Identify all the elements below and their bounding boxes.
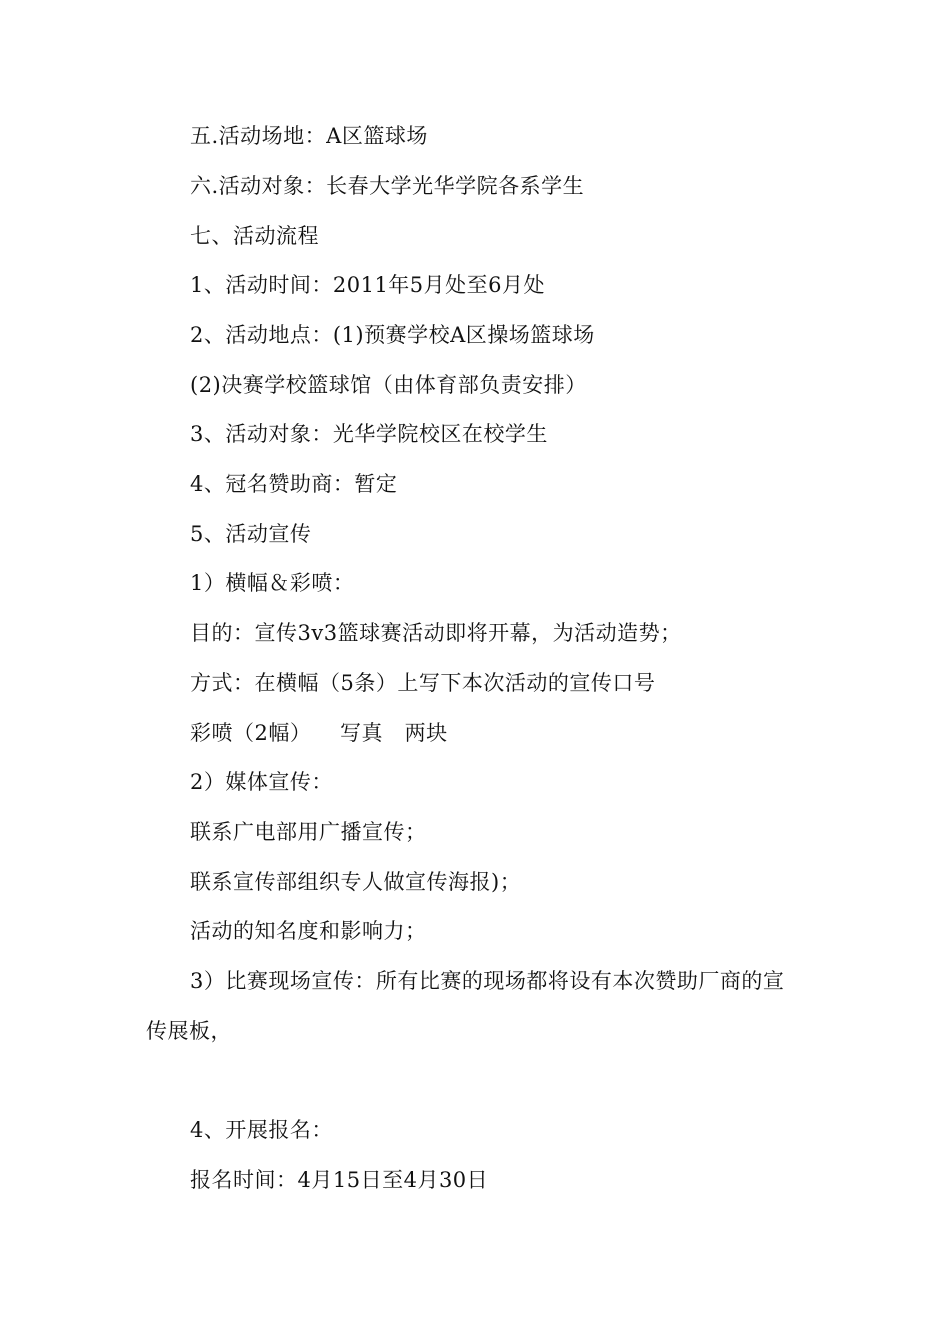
text-line: 五.活动场地：A区篮球场 xyxy=(190,124,428,148)
text-line: 方式：在横幅（5条）上写下本次活动的宣传口号 xyxy=(190,671,656,695)
text-line: 彩喷（2幅） 写真 两块 xyxy=(190,721,448,745)
text-line: 3）比赛现场宣传：所有比赛的现场都将设有本次赞助厂商的宣 xyxy=(190,969,785,993)
text-line: 3、活动对象：光华学院校区在校学生 xyxy=(190,422,548,446)
text-line: 六.活动对象：长春大学光华学院各系学生 xyxy=(190,174,585,198)
text-line: 4、开展报名： xyxy=(190,1118,333,1142)
text-line: 2）媒体宣传： xyxy=(190,770,333,794)
text-line: 报名时间：4月15日至4月30日 xyxy=(190,1168,489,1192)
text-line: (2)决赛学校篮球馆（由体育部负责安排） xyxy=(190,373,587,397)
text-line: 联系广电部用广播宣传； xyxy=(190,820,427,844)
text-line: 1）横幅＆彩喷： xyxy=(190,571,355,595)
text-line: 1、活动时间：2011年5月处至6月处 xyxy=(190,273,546,297)
text-line: 4、冠名赞助商：暂定 xyxy=(190,472,398,496)
text-line: 5、活动宣传 xyxy=(190,522,312,546)
text-line: 2、活动地点：(1)预赛学校A区操场篮球场 xyxy=(190,323,595,347)
text-line: 目的：宣传3v3篮球赛活动即将开幕，为活动造势； xyxy=(190,621,682,645)
text-line: 七、活动流程 xyxy=(190,224,319,248)
text-line: 活动的知名度和影响力； xyxy=(190,919,427,943)
text-line: 传展板， xyxy=(146,1019,232,1043)
text-line: 联系宣传部组织专人做宣传海报)； xyxy=(190,870,522,894)
